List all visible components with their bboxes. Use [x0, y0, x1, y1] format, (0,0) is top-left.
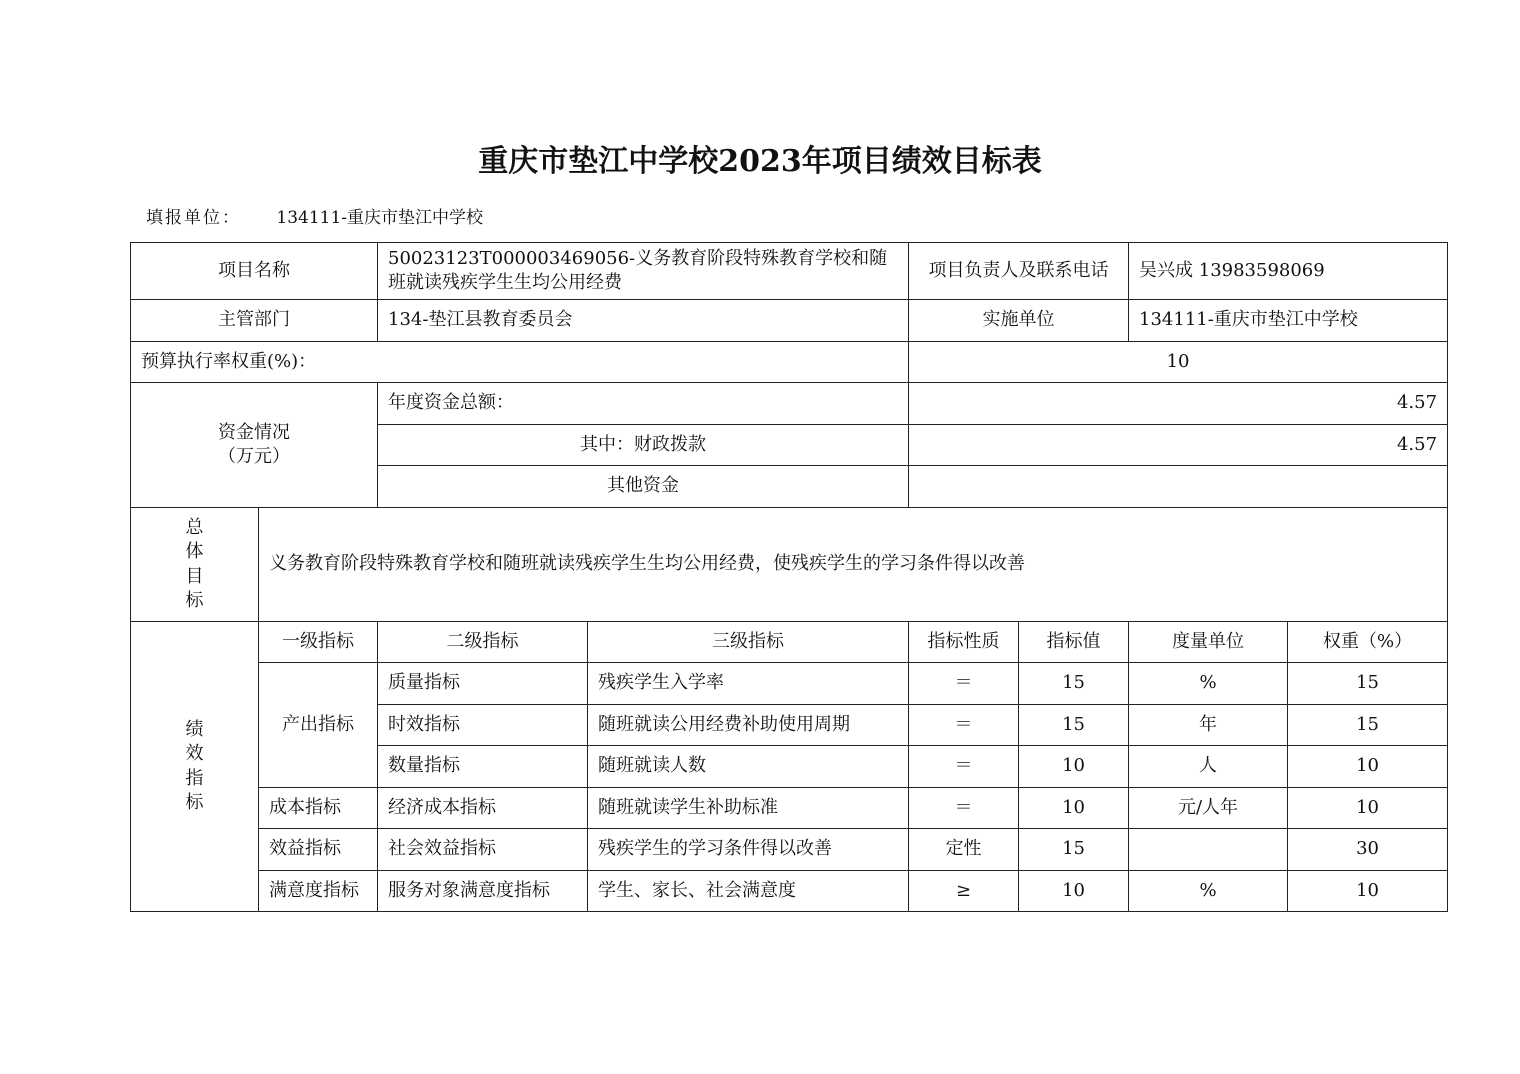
- overall-goal-char: 目: [185, 565, 204, 587]
- header-unit: 度量单位: [1129, 622, 1288, 663]
- page-title: 重庆市垫江中学校2023年项目绩效目标表: [478, 144, 1042, 179]
- level1-cell: 满意度指标: [259, 871, 378, 912]
- budget-weight-row: [131, 342, 1448, 383]
- overall-goal-text: 义务教育阶段特殊教育学校和随班就读残疾学生生均公用经费，使残疾学生的学习条件得以改善: [259, 508, 1448, 622]
- level2-cell: 服务对象满意度指标: [378, 871, 588, 912]
- indicators-char: 效: [185, 743, 204, 765]
- indicators-label: [131, 622, 259, 912]
- nature-cell: ＝: [909, 705, 1019, 746]
- header-nature: 指标性质: [909, 622, 1019, 663]
- nature-cell: ＝: [909, 663, 1019, 705]
- level3-cell: 学生、家长、社会满意度: [588, 871, 909, 912]
- level2-cell: 时效指标: [378, 705, 588, 746]
- funds-label: [131, 383, 378, 508]
- weight-cell: 10: [1288, 871, 1448, 912]
- header-level2: 二级指标: [378, 622, 588, 663]
- funds-label-line1: 资金情况: [218, 421, 290, 443]
- project-contact-label: 项目负责人及联系电话: [909, 243, 1129, 300]
- weight-cell: 30: [1288, 829, 1448, 871]
- nature-cell: ＝: [909, 788, 1019, 829]
- table-row: [131, 788, 1448, 829]
- dept-value: 134-垫江县教育委员会: [378, 300, 909, 342]
- unit-cell: 元/人年: [1129, 788, 1288, 829]
- nature-cell: ≥: [909, 871, 1019, 912]
- header-level3: 三级指标: [588, 622, 909, 663]
- nature-cell: ＝: [909, 746, 1019, 788]
- level3-cell: 残疾学生入学率: [588, 663, 909, 705]
- project-name-label: 项目名称: [131, 243, 378, 300]
- header-value: 指标值: [1019, 622, 1129, 663]
- overall-goal-char: 标: [185, 589, 204, 611]
- weight-cell: 10: [1288, 788, 1448, 829]
- unit-cell: 年: [1129, 705, 1288, 746]
- unit-cell: %: [1129, 871, 1288, 912]
- fill-unit-label: 填报单位：: [146, 208, 241, 228]
- fill-unit-line: [146, 203, 483, 228]
- indicators-char: 绩: [185, 718, 204, 740]
- level2-cell: 经济成本指标: [378, 788, 588, 829]
- overall-goal-char: 体: [185, 541, 204, 563]
- dept-row: [131, 300, 1448, 342]
- funds-other-value: [909, 466, 1448, 508]
- overall-goal-char: 总: [185, 516, 204, 538]
- funds-fiscal-label: 其中：财政拨款: [378, 425, 909, 466]
- level3-cell: 残疾学生的学习条件得以改善: [588, 829, 909, 871]
- funds-total-row: [131, 383, 1448, 425]
- level2-cell: 社会效益指标: [378, 829, 588, 871]
- value-cell: 10: [1019, 871, 1129, 912]
- indicators-char: 标: [185, 791, 204, 813]
- impl-unit-label: 实施单位: [909, 300, 1129, 342]
- nature-cell: 定性: [909, 829, 1019, 871]
- performance-table: [130, 242, 1448, 912]
- dept-label: 主管部门: [131, 300, 378, 342]
- unit-cell: 人: [1129, 746, 1288, 788]
- funds-total-label: 年度资金总额：: [378, 383, 909, 425]
- level2-cell: 数量指标: [378, 746, 588, 788]
- level3-cell: 随班就读公用经费补助使用周期: [588, 705, 909, 746]
- funds-other-label: 其他资金: [378, 466, 909, 508]
- indicator-header-row: [131, 622, 1448, 663]
- value-cell: 15: [1019, 663, 1129, 705]
- value-cell: 10: [1019, 746, 1129, 788]
- weight-cell: 15: [1288, 705, 1448, 746]
- level2-cell: 质量指标: [378, 663, 588, 705]
- level3-cell: 随班就读人数: [588, 746, 909, 788]
- funds-fiscal-value: 4.57: [909, 425, 1448, 466]
- value-cell: 10: [1019, 788, 1129, 829]
- level3-cell: 随班就读学生补助标准: [588, 788, 909, 829]
- funds-label-line2: （万元）: [218, 446, 290, 467]
- header-level1: 一级指标: [259, 622, 378, 663]
- funds-total-value: 4.57: [909, 383, 1448, 425]
- weight-cell: 15: [1288, 663, 1448, 705]
- project-name-row: [131, 243, 1448, 300]
- value-cell: 15: [1019, 829, 1129, 871]
- fill-unit-value: 134111-重庆市垫江中学校: [276, 208, 484, 228]
- unit-cell: [1129, 829, 1288, 871]
- value-cell: 15: [1019, 705, 1129, 746]
- output-indicator-label: 产出指标: [259, 663, 378, 788]
- header-weight: 权重（%）: [1288, 622, 1448, 663]
- table-row: [131, 663, 1448, 705]
- project-contact-value: 吴兴成 13983598069: [1129, 243, 1448, 300]
- budget-weight-value: 10: [909, 342, 1448, 383]
- overall-goal-label: [131, 508, 259, 622]
- unit-cell: %: [1129, 663, 1288, 705]
- indicators-char: 指: [185, 767, 204, 789]
- overall-goal-row: [131, 508, 1448, 622]
- budget-weight-label: 预算执行率权重(%)：: [131, 342, 909, 383]
- table-row: [131, 829, 1448, 871]
- weight-cell: 10: [1288, 746, 1448, 788]
- table-row: [131, 871, 1448, 912]
- level1-cell: 效益指标: [259, 829, 378, 871]
- impl-unit-value: 134111-重庆市垫江中学校: [1129, 300, 1448, 342]
- level1-cell: 成本指标: [259, 788, 378, 829]
- project-name-value: 50023123T000003469056-义务教育阶段特殊教育学校和随班就读残疾学生生均公用经费: [378, 243, 909, 300]
